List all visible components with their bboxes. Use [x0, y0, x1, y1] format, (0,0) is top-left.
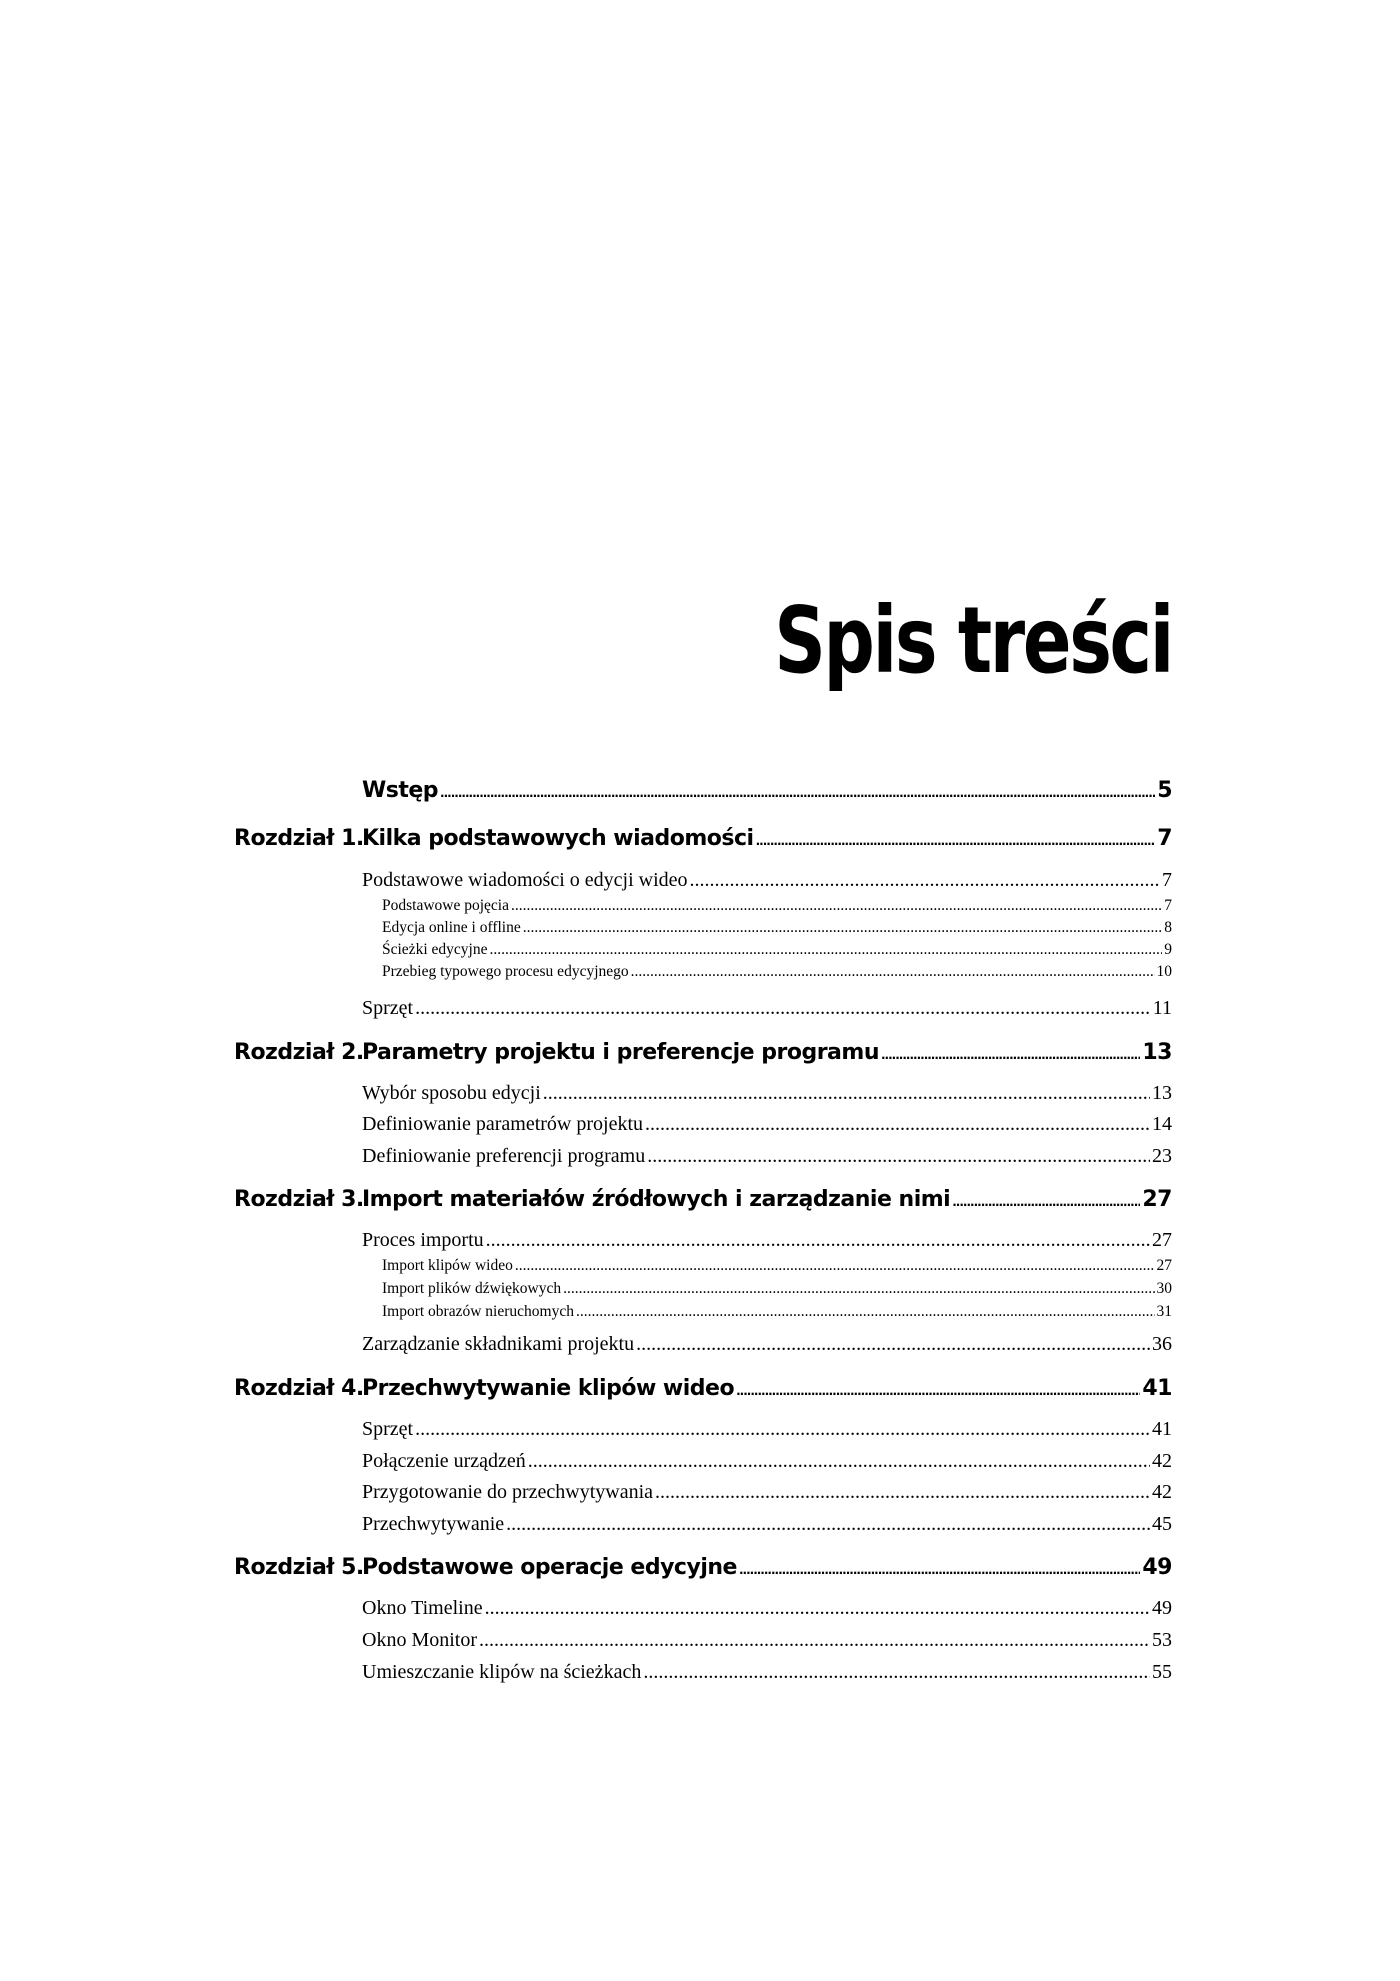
dot-leader [576, 1303, 1155, 1321]
toc-entry-title: Umieszczanie klipów na ścieżkach [362, 1661, 642, 1683]
dot-leader [479, 1629, 1150, 1652]
toc-entry-page: 23 [1152, 1145, 1172, 1167]
toc-entry-title: Definiowanie parametrów projektu [362, 1113, 644, 1135]
toc-entry-section[interactable] [362, 1481, 1172, 1504]
toc-entry-section[interactable] [362, 1418, 1172, 1441]
toc-entry-page: 13 [1142, 1040, 1172, 1065]
toc-entry-page: 55 [1152, 1661, 1172, 1683]
toc-entry-title: Import klipów wideo [382, 1257, 513, 1274]
toc-entry-title: Okno Monitor [362, 1629, 477, 1651]
dot-leader [645, 1113, 1150, 1136]
toc-entry-page: 7 [1162, 869, 1172, 891]
toc-entry-page: 27 [1156, 1257, 1172, 1274]
toc-entry-section[interactable] [362, 997, 1172, 1020]
toc-entry-page: 14 [1152, 1113, 1172, 1135]
dot-leader [415, 1418, 1150, 1441]
dot-leader [636, 1333, 1150, 1356]
chapter-label-2: Rozdział 2. [234, 1040, 364, 1065]
toc-entry-section[interactable] [362, 1597, 1172, 1620]
toc-entry-page: 41 [1142, 1376, 1172, 1401]
dot-leader [523, 919, 1163, 937]
toc-entry-title: Edycja online i offline [382, 919, 521, 936]
toc-entry-chapter-3[interactable] [362, 1187, 1172, 1212]
dot-leader [415, 997, 1151, 1020]
toc-entry-subsection[interactable] [382, 1257, 1172, 1275]
toc-entry-chapter-5[interactable] [362, 1555, 1172, 1580]
toc-entry-title: Okno Timeline [362, 1597, 483, 1619]
toc-entry-subsection[interactable] [382, 941, 1172, 959]
dot-leader [486, 1229, 1150, 1252]
dot-leader [756, 834, 1156, 848]
toc-entry-title: Import plików dźwiękowych [382, 1280, 562, 1297]
toc-entry-section[interactable] [362, 1629, 1172, 1652]
dot-leader [506, 1513, 1150, 1536]
dot-leader [515, 1257, 1155, 1275]
toc-entry-title: Przechwytywanie [362, 1513, 505, 1535]
toc-entry-section[interactable] [362, 1333, 1172, 1356]
dot-leader [647, 1145, 1150, 1168]
dot-leader [643, 1661, 1150, 1684]
dot-leader [739, 1563, 1140, 1577]
toc-entry-title: Ścieżki edycyjne [382, 941, 488, 958]
toc-entry-chapter-1[interactable] [362, 826, 1172, 851]
toc-entry-section[interactable] [362, 1113, 1172, 1136]
dot-leader [440, 786, 1155, 800]
toc-entry-section[interactable] [362, 1082, 1172, 1105]
toc-entry-page: 27 [1152, 1229, 1172, 1251]
toc-entry-page: 10 [1156, 963, 1172, 980]
toc-entry-page: 8 [1164, 919, 1172, 936]
toc-entry-page: 36 [1152, 1333, 1172, 1355]
toc-entry-page: 49 [1142, 1555, 1172, 1580]
toc-entry-subsection[interactable] [382, 1280, 1172, 1298]
dot-leader [528, 1450, 1150, 1473]
toc-entry-page: 42 [1152, 1450, 1172, 1472]
toc-entry-title: Proces importu [362, 1229, 484, 1251]
toc-entry-subsection[interactable] [382, 963, 1172, 981]
toc-entry-intro[interactable] [362, 778, 1172, 803]
toc-entry-title: Definiowanie preferencji programu [362, 1145, 646, 1167]
toc-entry-page: 9 [1164, 941, 1172, 958]
toc-entry-subsection[interactable] [382, 919, 1172, 937]
toc-entry-page: 11 [1152, 997, 1172, 1019]
toc-entry-section[interactable] [362, 1661, 1172, 1684]
toc-entry-page: 45 [1152, 1513, 1172, 1535]
toc-entry-page: 30 [1156, 1280, 1172, 1297]
toc-entry-page: 27 [1142, 1187, 1172, 1212]
toc-entry-title: Kilka podstawowych wiadomości [362, 826, 754, 851]
dot-leader [489, 941, 1162, 959]
dot-leader [485, 1597, 1150, 1620]
toc-entry-section[interactable] [362, 1145, 1172, 1168]
dot-leader [690, 869, 1161, 892]
toc-entry-title: Przygotowanie do przechwytywania [362, 1481, 654, 1503]
chapter-label-5: Rozdział 5. [234, 1555, 364, 1580]
toc-entry-page: 31 [1156, 1303, 1172, 1320]
toc-entry-title: Wstęp [362, 778, 439, 803]
dot-leader [952, 1195, 1140, 1209]
toc-entry-section[interactable] [362, 869, 1172, 892]
toc-entry-title: Podstawowe pojęcia [382, 897, 509, 914]
toc-entry-title: Podstawowe wiadomości o edycji wideo [362, 869, 688, 891]
toc-entry-subsection[interactable] [382, 1303, 1172, 1321]
chapter-label-4: Rozdział 4. [234, 1376, 364, 1401]
toc-entry-page: 5 [1157, 778, 1172, 803]
toc-entry-title: Przechwytywanie klipów wideo [362, 1376, 735, 1401]
toc-entry-title: Wybór sposobu edycji [362, 1082, 541, 1104]
toc-entry-title: Połączenie urządzeń [362, 1450, 526, 1472]
toc-entry-subsection[interactable] [382, 897, 1172, 915]
chapter-label-1: Rozdział 1. [234, 826, 364, 851]
toc-entry-title: Import obrazów nieruchomych [382, 1303, 574, 1320]
toc-entry-page: 49 [1152, 1597, 1172, 1619]
toc-entry-section[interactable] [362, 1513, 1172, 1536]
toc-entry-title: Sprzęt [362, 1418, 414, 1440]
toc-entry-page: 41 [1152, 1418, 1172, 1440]
chapter-label-3: Rozdział 3. [234, 1187, 364, 1212]
page-title: Spis treści [774, 587, 1172, 694]
toc-entry-title: Import materiałów źródłowych i zarządzanie nimi [362, 1187, 951, 1212]
dot-leader [881, 1048, 1140, 1062]
toc-entry-title: Przebieg typowego procesu edycyjnego [382, 963, 629, 980]
dot-leader [511, 897, 1162, 915]
toc-entry-page: 13 [1152, 1082, 1172, 1104]
dot-leader [736, 1384, 1140, 1398]
toc-entry-chapter-2[interactable] [362, 1040, 1172, 1065]
dot-leader [631, 963, 1155, 981]
toc-entry-page: 7 [1164, 897, 1172, 914]
toc-entry-page: 53 [1152, 1629, 1172, 1651]
dot-leader [543, 1082, 1150, 1105]
toc-entry-title: Sprzęt [362, 997, 414, 1019]
toc-entry-page: 42 [1152, 1481, 1172, 1503]
toc-entry-title: Zarządzanie składnikami projektu [362, 1333, 635, 1355]
toc-entry-page: 7 [1157, 826, 1172, 851]
dot-leader [655, 1481, 1150, 1504]
toc-entry-section[interactable] [362, 1450, 1172, 1473]
toc-entry-section[interactable] [362, 1229, 1172, 1252]
toc-entry-title: Parametry projektu i preferencje programu [362, 1040, 879, 1065]
toc-entry-title: Podstawowe operacje edycyjne [362, 1555, 737, 1580]
dot-leader [563, 1280, 1154, 1298]
toc-entry-chapter-4[interactable] [362, 1376, 1172, 1401]
